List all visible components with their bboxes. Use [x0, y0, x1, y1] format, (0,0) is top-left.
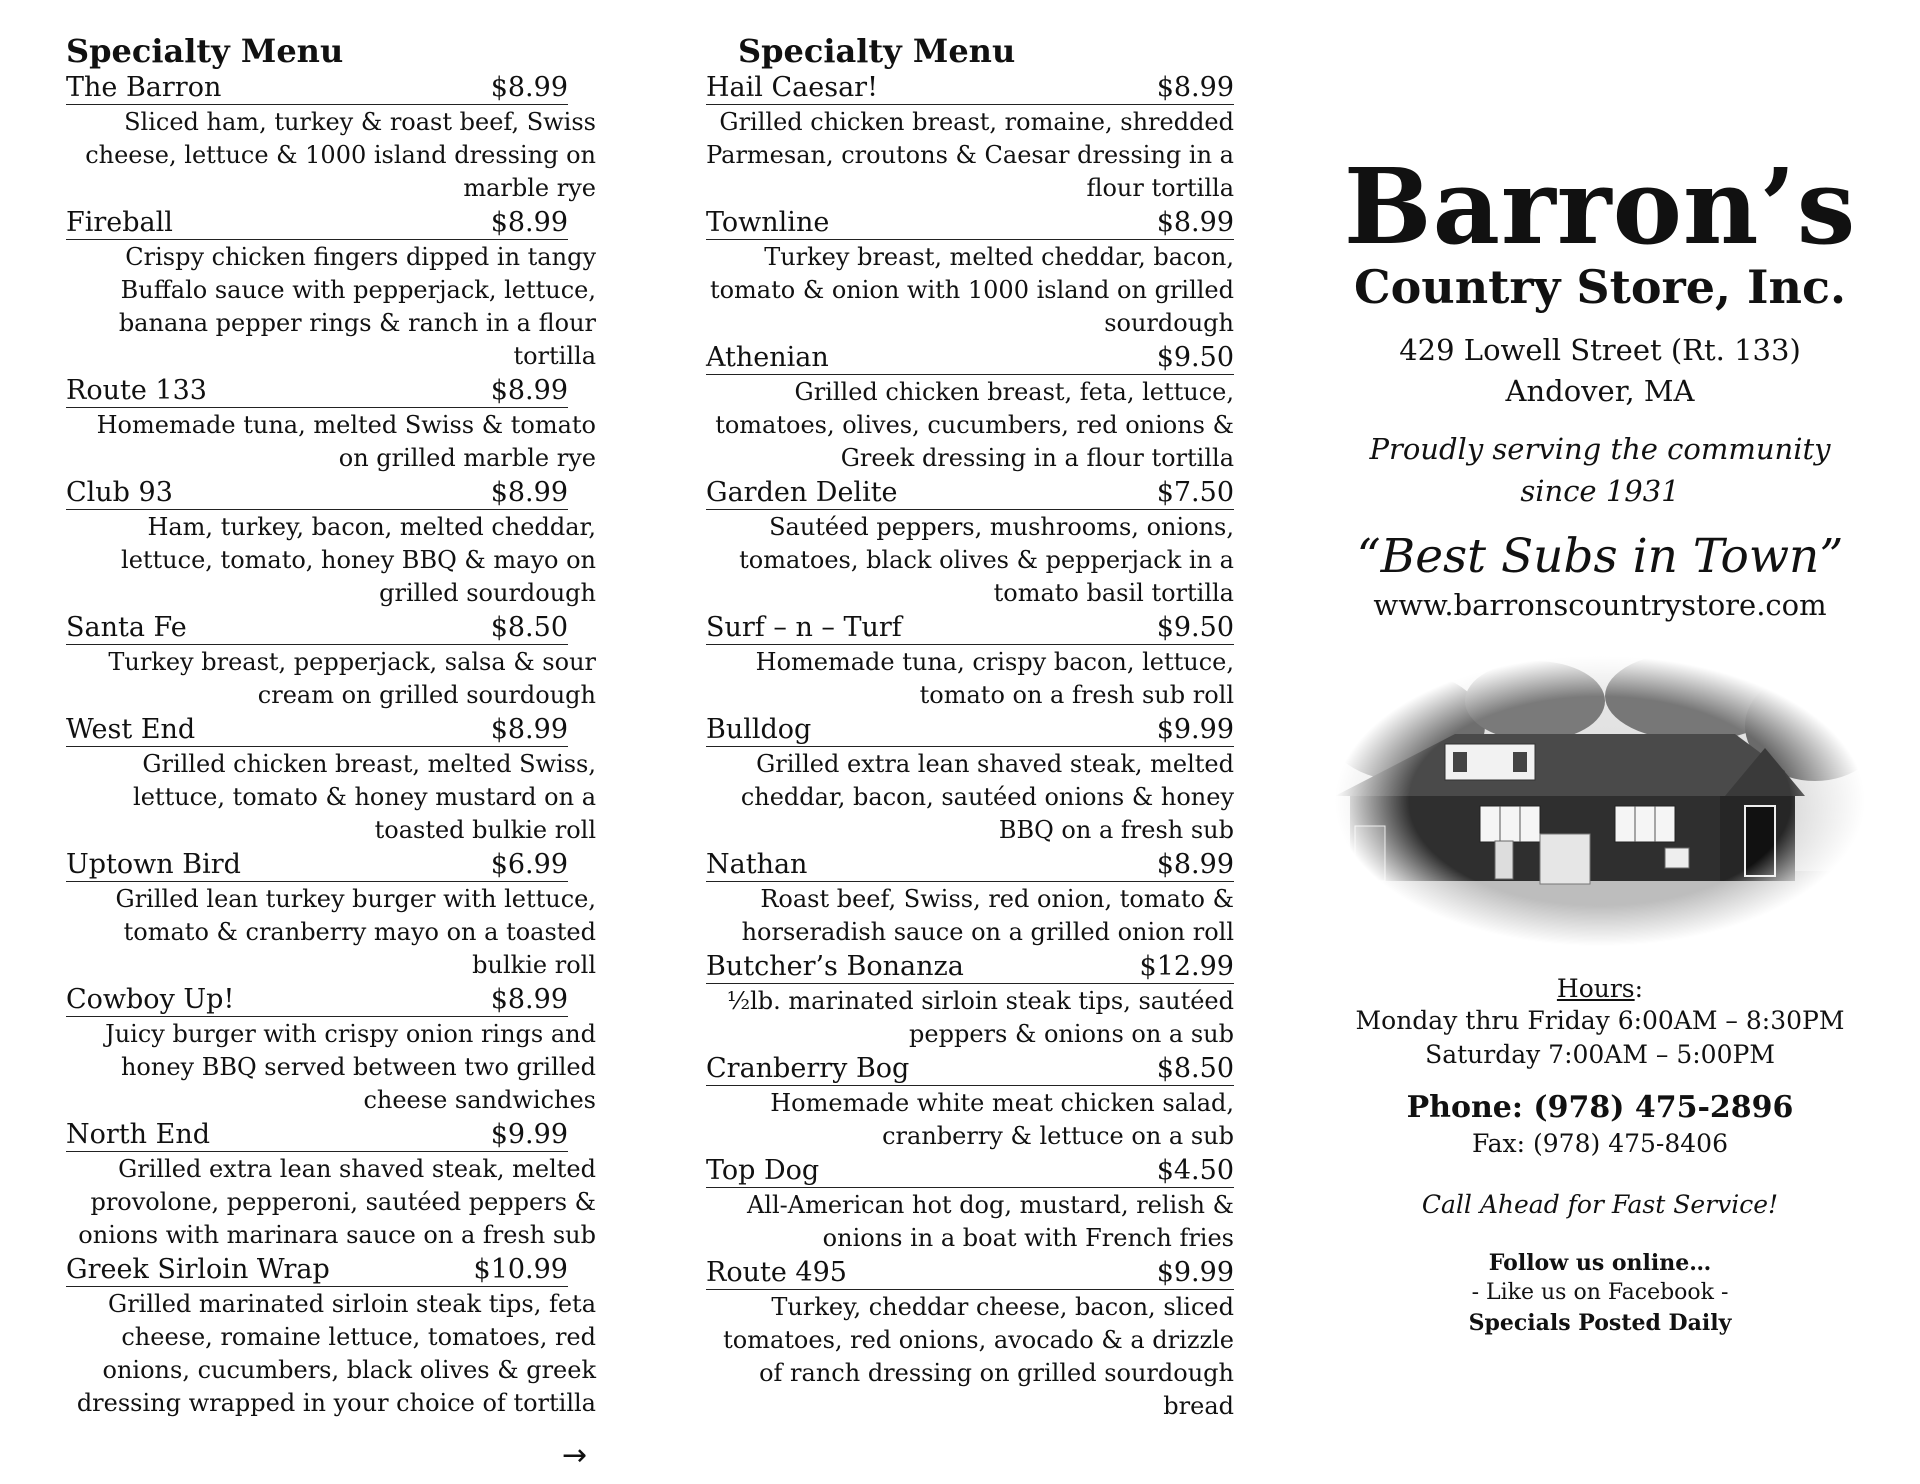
item-name: Top Dog	[706, 1155, 820, 1186]
item-name: Garden Delite	[706, 477, 898, 508]
item-description: Grilled extra lean shaved steak, melted cheddar, bacon, sautéed onions & honey BBQ on a fresh sub	[740, 750, 1234, 844]
menu-item-header	[706, 1053, 1234, 1086]
item-name: Townline	[706, 207, 830, 238]
menu-item	[706, 1257, 1234, 1423]
menu-item-header	[706, 612, 1234, 645]
item-description: Grilled chicken breast, feta, lettuce, tomatoes, olives, cucumbers, red onions & Greek dressing in a flour tortilla	[715, 378, 1234, 472]
item-price: $9.99	[490, 1119, 568, 1150]
menu-item-header	[706, 477, 1234, 510]
item-name: Santa Fe	[66, 612, 187, 643]
item-name: Bulldog	[706, 714, 812, 745]
menu-item	[66, 375, 596, 475]
item-description: ½lb. marinated sirloin steak tips, sautéed peppers & onions on a sub	[726, 987, 1234, 1048]
menu-item	[706, 477, 1234, 610]
item-price: $7.50	[1156, 477, 1234, 508]
menu-item	[66, 714, 596, 847]
menu-item	[706, 612, 1234, 712]
item-name: Surf – n – Turf	[706, 612, 902, 643]
item-description: Roast beef, Swiss, red onion, tomato & horseradish sauce on a grilled onion roll	[741, 885, 1234, 946]
menu-item-header	[66, 72, 568, 105]
item-description: Homemade tuna, melted Swiss & tomato on grilled marble rye	[96, 411, 596, 472]
item-price: $9.99	[1156, 1257, 1234, 1288]
item-price: $8.99	[1156, 207, 1234, 238]
item-price: $6.99	[490, 849, 568, 880]
menu-item	[66, 849, 596, 982]
item-name: North End	[66, 1119, 210, 1150]
section-title: Specialty Menu	[738, 32, 1016, 70]
item-price: $8.99	[490, 714, 568, 745]
menu-item	[706, 342, 1234, 475]
item-price: $8.99	[1156, 72, 1234, 103]
menu-column-left	[66, 30, 596, 1422]
menu-list	[66, 72, 596, 1420]
hours-label: Hours	[1556, 974, 1635, 1003]
item-description: Ham, turkey, bacon, melted cheddar, lettuce, tomato, honey BBQ & mayo on grilled sourdough	[121, 513, 596, 607]
menu-item	[706, 849, 1234, 949]
menu-item	[706, 207, 1234, 340]
specials-note: Specials Posted Daily	[1468, 1310, 1732, 1336]
hours-saturday: Saturday 7:00AM – 5:00PM	[1425, 1040, 1775, 1069]
section-title: Specialty Menu	[66, 32, 344, 70]
menu-item	[706, 1155, 1234, 1255]
menu-item-header	[66, 477, 568, 510]
item-price: $8.99	[490, 207, 568, 238]
item-name: Club 93	[66, 477, 173, 508]
menu-item	[706, 714, 1234, 847]
menu-item-header	[706, 714, 1234, 747]
menu-item-header	[706, 1257, 1234, 1290]
hours-heading	[1320, 974, 1880, 1004]
store-building-photo	[1335, 656, 1865, 946]
item-price: $8.99	[490, 477, 568, 508]
item-price: $9.99	[1156, 714, 1234, 745]
item-name: Cranberry Bog	[706, 1053, 910, 1084]
item-description: Sliced ham, turkey & roast beef, Swiss cheese, lettuce & 1000 island dressing on marble rye	[85, 108, 596, 202]
menu-item-header	[706, 849, 1234, 882]
item-price: $8.99	[1156, 849, 1234, 880]
item-description: Grilled marinated sirloin steak tips, feta cheese, romaine lettuce, tomatoes, red onions, cucumbers, black olives & greek dressing wrapped in your choice of tortilla	[76, 1290, 596, 1417]
menu-column-middle	[706, 30, 1234, 1425]
item-price: $8.50	[1156, 1053, 1234, 1084]
website-link[interactable]: www.barronscountrystore.com	[1373, 588, 1827, 622]
menu-item	[66, 72, 596, 205]
arrow-right-icon: →	[562, 1438, 588, 1473]
address-line: 429 Lowell Street (Rt. 133)	[1399, 333, 1801, 367]
item-price: $9.50	[1156, 342, 1234, 373]
item-name: Nathan	[706, 849, 808, 880]
item-name: Uptown Bird	[66, 849, 241, 880]
menu-item-header	[66, 849, 568, 882]
item-description: Grilled chicken breast, romaine, shredded Parmesan, croutons & Caesar dressing in a flour tortilla	[706, 108, 1234, 202]
menu-item-header	[706, 1155, 1234, 1188]
item-description: All-American hot dog, mustard, relish & onions in a boat with French fries	[746, 1191, 1234, 1252]
menu-item	[706, 1053, 1234, 1153]
hours-weekday: Monday thru Friday 6:00AM – 8:30PM	[1355, 1006, 1845, 1035]
item-description: Crispy chicken fingers dipped in tangy Buffalo sauce with pepperjack, lettuce, banana pepper rings & ranch in a flour tortilla	[118, 243, 596, 370]
item-name: Athenian	[706, 342, 829, 373]
item-name: Butcher’s Bonanza	[706, 951, 964, 982]
item-description: Homemade tuna, crispy bacon, lettuce, tomato on a fresh sub roll	[755, 648, 1234, 709]
item-name: Route 133	[66, 375, 207, 406]
store-info-column	[1320, 30, 1880, 1338]
item-price: $8.50	[490, 612, 568, 643]
item-description: Grilled chicken breast, melted Swiss, lettuce, tomato & honey mustard on a toasted bulkie roll	[133, 750, 596, 844]
phone-number: Phone: (978) 475-2896	[1406, 1090, 1794, 1125]
menu-item-header	[66, 207, 568, 240]
store-name: Barron’s	[1343, 145, 1857, 268]
call-ahead-note: Call Ahead for Fast Service!	[1421, 1190, 1779, 1219]
menu-item	[66, 984, 596, 1117]
menu-item-header	[66, 375, 568, 408]
follow-heading: Follow us online…	[1488, 1250, 1712, 1276]
menu-item-header	[706, 72, 1234, 105]
item-name: Fireball	[66, 207, 173, 238]
item-description: Homemade white meat chicken salad, cranberry & lettuce on a sub	[770, 1089, 1234, 1150]
menu-item	[706, 72, 1234, 205]
menu-item	[66, 207, 596, 373]
item-description: Grilled extra lean shaved steak, melted provolone, pepperoni, sautéed peppers & onions with marinara sauce on a fresh sub	[78, 1155, 596, 1249]
item-description: Juicy burger with crispy onion rings and honey BBQ served between two grilled cheese sandwiches	[105, 1020, 596, 1114]
item-description: Turkey breast, pepperjack, salsa & sour cream on grilled sourdough	[108, 648, 596, 709]
store-address	[1320, 330, 1880, 412]
menu-item-header	[66, 984, 568, 1017]
menu-item-header	[706, 951, 1234, 984]
item-price: $9.50	[1156, 612, 1234, 643]
motto-line: since 1931	[1520, 474, 1680, 508]
menu-item	[66, 1119, 596, 1252]
menu-item	[66, 477, 596, 610]
item-name: Hail Caesar!	[706, 72, 878, 103]
item-price: $8.99	[490, 375, 568, 406]
menu-item	[706, 951, 1234, 1051]
item-name: Route 495	[706, 1257, 847, 1288]
item-description: Sautéed peppers, mushrooms, onions, tomatoes, black olives & pepperjack in a tomato basil tortilla	[739, 513, 1234, 607]
item-description: Grilled lean turkey burger with lettuce, tomato & cranberry mayo on a toasted bulkie roll	[115, 885, 596, 979]
item-description: Turkey, cheddar cheese, bacon, sliced tomatoes, red onions, avocado & a drizzle of ranch dressing on grilled sourdough bread	[723, 1293, 1234, 1420]
motto-line: Proudly serving the community	[1369, 432, 1831, 466]
item-price: $8.99	[490, 72, 568, 103]
item-price: $12.99	[1139, 951, 1234, 982]
menu-list	[706, 72, 1234, 1423]
facebook-note: - Like us on Facebook -	[1471, 1280, 1729, 1305]
menu-item-header	[66, 1254, 568, 1287]
item-name: West End	[66, 714, 196, 745]
item-price: $10.99	[473, 1254, 568, 1285]
tagline: “Best Subs in Town”	[1356, 529, 1844, 584]
item-description: Turkey breast, melted cheddar, bacon, tomato & onion with 1000 island on grilled sourdough	[709, 243, 1234, 337]
item-name: Cowboy Up!	[66, 984, 235, 1015]
store-motto	[1320, 428, 1880, 512]
item-price: $4.50	[1156, 1155, 1234, 1186]
item-name: Greek Sirloin Wrap	[66, 1254, 330, 1285]
menu-item-header	[706, 207, 1234, 240]
menu-item-header	[66, 714, 568, 747]
store-subtitle: Country Store, Inc.	[1353, 260, 1847, 314]
menu-item-header	[66, 612, 568, 645]
menu-item-header	[706, 342, 1234, 375]
item-name: The Barron	[66, 72, 222, 103]
fax-number: Fax: (978) 475-8406	[1472, 1129, 1728, 1158]
item-price: $8.99	[490, 984, 568, 1015]
hours-colon: :	[1634, 974, 1644, 1003]
address-line: Andover, MA	[1505, 374, 1695, 408]
menu-item	[66, 1254, 596, 1420]
menu-item	[66, 612, 596, 712]
menu-item-header	[66, 1119, 568, 1152]
